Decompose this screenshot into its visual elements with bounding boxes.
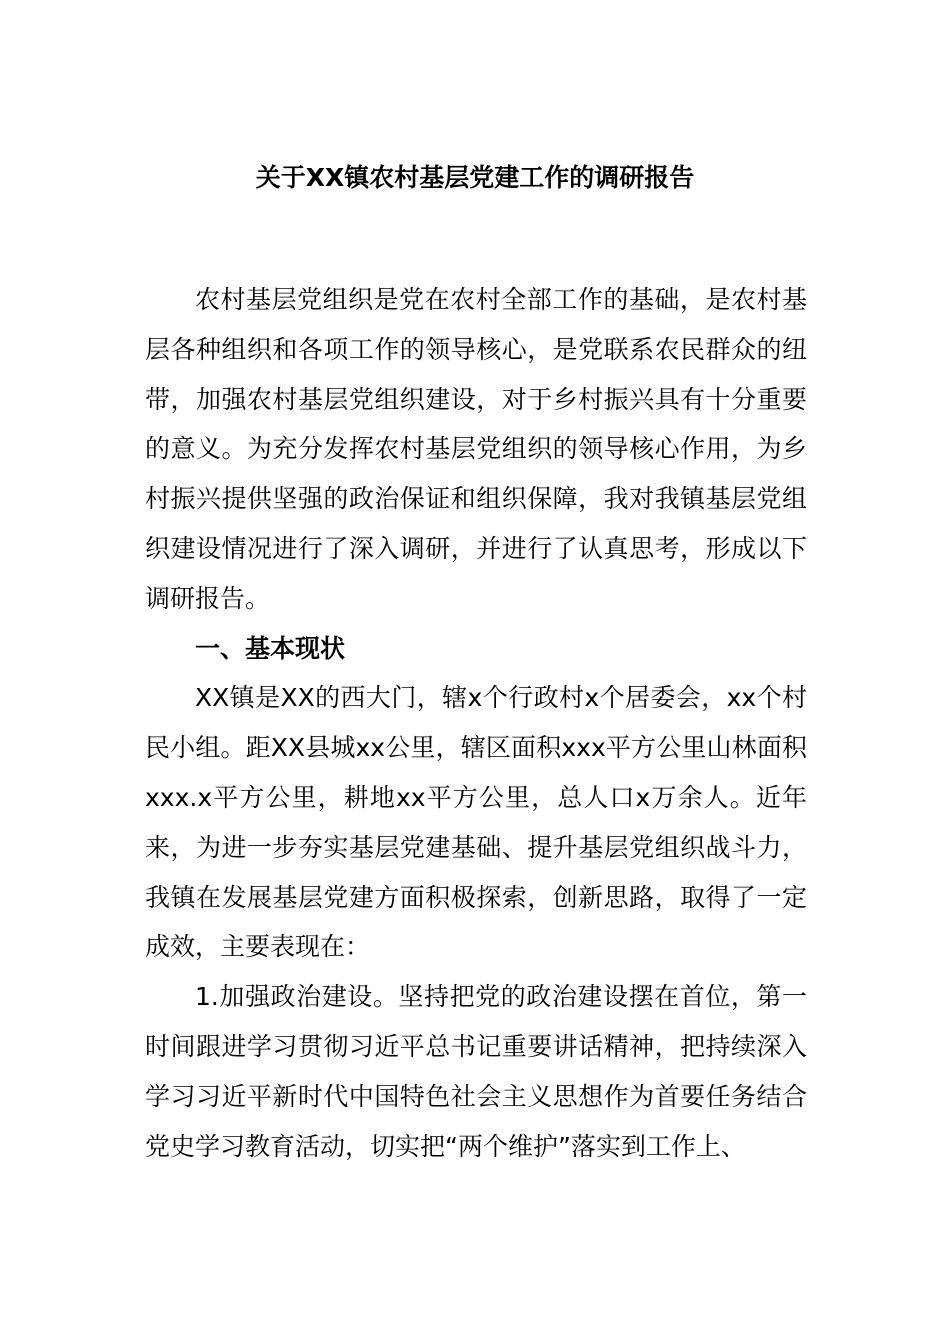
overview-paragraph: XX镇是XX的西大门，辖x个行政村x个居委会，xx个村民小组。距XX县城xx公里，辖区面积xxx平方公里山林面积xxx.x平方公里，耕地xx平方公里，总人口x万余人。近年来，为进一步夯实基层党建基础、提升基层党组织战斗力，我镇在发展基层党建方面积极探索，创新思路，取得了一定成效，主要表现在： bbox=[145, 683, 807, 962]
section-heading: 一、基本现状 bbox=[195, 633, 346, 663]
intro-paragraph: 农村基层党组织是党在农村全部工作的基础，是农村基层各种组织和各项工作的领导核心，是党联系农民群众的纽带，加强农村基层党组织建设，对于乡村振兴具有十分重要的意义。为充分发挥农村基层党组织的领导核心作用，为乡村振兴提供坚强的政治保证和组织保障，我对我镇基层党组织建设情况进行了深入调研，并进行了认真思考，形成以下调研报告。 bbox=[145, 285, 807, 613]
political-building-paragraph: 1.加强政治建设。坚持把党的政治建设摆在首位，第一时间跟进学习贯彻习近平总书记重要讲话精神，把持续深入学习习近平新时代中国特色社会主义思想作为首要任务结合党史学习教育活动，切实把“两个维护”落实到工作上、 bbox=[145, 982, 807, 1161]
document-title: 关于XX镇农村基层党建工作的调研报告 bbox=[255, 163, 695, 192]
document-body bbox=[145, 275, 807, 1171]
